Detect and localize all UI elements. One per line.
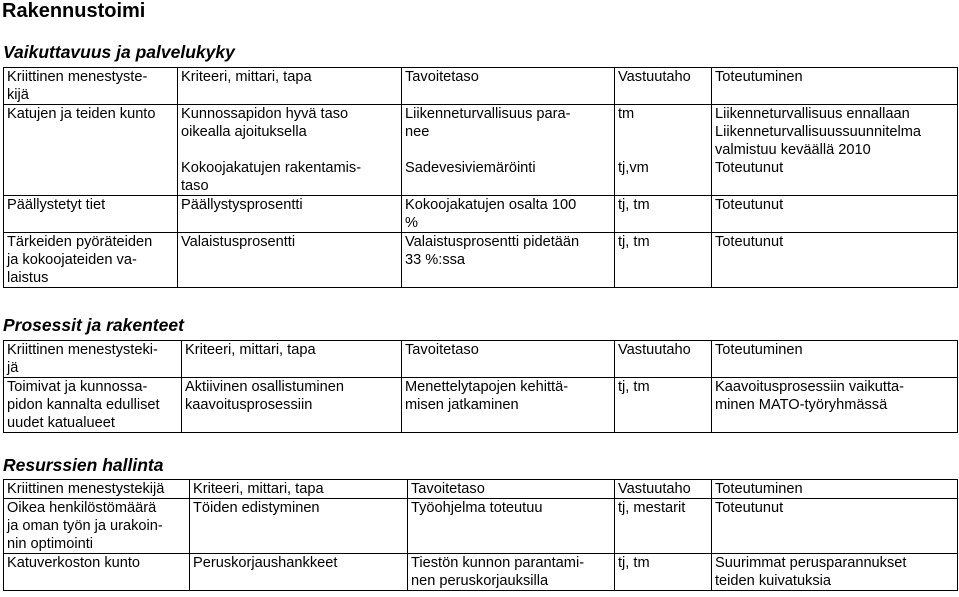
table-row [4,196,958,233]
table-cell [402,105,615,160]
cell-text: Menettelytapojen kehittä- [405,379,569,395]
cell-text: Toteutunut [715,234,784,250]
section-heading-prosessit: Prosessit ja rakenteet [3,315,184,335]
table-cell [408,499,615,554]
cell-text: Päällystysprosentti [181,197,303,213]
cell-text: Aktiivinen osallistuminen [185,379,344,395]
cell-text: tm [618,106,635,122]
header-cell-responsible: Vastuutaho [615,341,712,378]
cell-text: Toteutunut [715,197,784,213]
cell-text: % [405,215,418,231]
cell-text: Liikenneturvallisuus para- [405,106,571,122]
cell-text: Työohjelma toteutuu [411,500,543,516]
cell-text: Toteutunut [715,500,784,516]
cell-text: tj, tm [618,234,650,250]
table-cell [712,159,958,196]
header-cell-target: Tavoitetaso [408,480,615,499]
table-cell [4,196,178,233]
cell-text: Kokoojakatujen osalta 100 [405,197,577,213]
cell-text: pidon kannalta edulliset [7,397,160,413]
cell-text: tj,vm [618,160,649,176]
cell-text: valmistuu keväällä 2010 [715,142,871,158]
header-cell-critical-factor [4,480,190,499]
cell-text: Toteutunut [715,160,784,176]
cell-text: Valaistusprosentti pidetään [405,234,580,250]
header-cell-target: Tavoitetaso [402,68,615,105]
table-cell [4,554,190,591]
table-cell [4,499,190,554]
cell-text: Katujen ja teiden kunto [7,106,156,122]
cell-text: Tiestön kunnon parantami- [411,555,585,571]
header-text: Kriittinen menestysteki- [7,342,158,358]
table-cell [402,378,615,433]
cell-text: tj, mestarit [618,500,686,516]
cell-text: Katuverkoston kunto [7,555,141,571]
table-cell [402,159,615,196]
header-text: jä [7,360,19,376]
cell-text: Kunnossapidon hyvä taso [181,106,349,122]
header-text: Kriittinen menestystekijä [7,481,165,497]
cell-text: misen jatkaminen [405,397,519,413]
table-cell [712,499,958,554]
table-cell [615,233,712,288]
section-heading-vaikuttavuus: Vaikuttavuus ja palvelukyky [3,42,235,62]
table-cell [4,105,178,196]
table-row [4,105,958,160]
cell-text: Kaavoitusprosessiin vaikutta- [715,379,904,395]
cell-text: minen MATO-työryhmässä [715,397,888,413]
table-header-row [4,480,958,499]
table-cell [178,196,402,233]
cell-text: Tärkeiden pyöräteiden [7,234,153,250]
cell-text: ja kokoojateiden va- [7,252,137,268]
cell-text: Oikea henkilöstömäärä [7,500,157,516]
table-vaikuttavuus [3,67,958,288]
cell-text: nee [405,124,430,140]
cell-text: Toimivat ja kunnossa- [7,379,148,395]
table-cell [4,378,182,433]
table-header-row [4,341,958,378]
table-cell [712,554,958,591]
table-cell [712,196,958,233]
section-heading-resurssit: Resurssien hallinta [3,455,164,475]
header-cell-realization: Toteutuminen [712,341,958,378]
header-cell-responsible: Vastuutaho [615,480,712,499]
header-cell-criterion: Kriteeri, mittari, tapa [190,480,408,499]
cell-text: Liikenneturvallisuus ennallaan [715,106,910,122]
table-cell [615,499,712,554]
table-cell [178,159,402,196]
cell-text: Kokoojakatujen rakentamis- [181,160,362,176]
table-cell [408,554,615,591]
table-prosessit [3,340,958,433]
cell-text: tj, tm [618,379,650,395]
table-cell [712,233,958,288]
table-row [4,378,958,433]
table-row [4,554,958,591]
cell-text: taso [181,178,209,194]
header-cell-critical-factor [4,68,178,105]
header-text: kijä [7,87,29,103]
cell-text: Päällystetyt tiet [7,197,106,213]
table-cell [615,378,712,433]
cell-text: teiden kuivatuksia [715,573,832,589]
cell-text: uudet katualueet [7,415,115,431]
header-cell-critical-factor [4,341,182,378]
header-cell-criterion: Kriteeri, mittari, tapa [182,341,402,378]
table-header-row [4,68,958,105]
table-cell [190,499,408,554]
table-cell [615,159,712,196]
cell-text: Sadevesiviemäröinti [405,160,536,176]
table-row [4,499,958,554]
table-cell [178,105,402,160]
header-cell-responsible: Vastuutaho [615,68,712,105]
table-cell [4,233,178,288]
table-cell [615,554,712,591]
table-cell [615,196,712,233]
table-cell [712,378,958,433]
cell-text: oikealla ajoituksella [181,124,307,140]
cell-text: tj, tm [618,555,650,571]
cell-text: Töiden edistyminen [193,500,320,516]
cell-text: tj, tm [618,197,650,213]
header-text: Kriittinen menestyste- [7,69,148,85]
page-title: Rakennustoimi [2,0,146,22]
header-cell-realization: Toteutuminen [712,480,958,499]
table-cell [615,105,712,160]
table-cell [190,554,408,591]
table-cell [402,233,615,288]
cell-text: Suurimmat perusparannukset [715,555,907,571]
table-cell [182,378,402,433]
header-cell-criterion: Kriteeri, mittari, tapa [178,68,402,105]
cell-text: nin optimointi [7,536,93,552]
table-cell [178,233,402,288]
cell-text: 33 %:ssa [405,252,466,268]
cell-text: ja oman työn ja urakoin- [7,518,163,534]
header-cell-target: Tavoitetaso [402,341,615,378]
cell-text: nen peruskorjauksilla [411,573,549,589]
cell-text: laistus [7,270,49,286]
table-cell [712,105,958,160]
table-row [4,233,958,288]
header-cell-realization: Toteutuminen [712,68,958,105]
table-cell [402,196,615,233]
cell-text: Valaistusprosentti [181,234,296,250]
table-resurssit [3,479,958,591]
cell-text: kaavoitusprosessiin [185,397,313,413]
cell-text: Peruskorjaushankkeet [193,555,338,571]
cell-text: Liikenneturvallisuussuunnitelma [715,124,922,140]
